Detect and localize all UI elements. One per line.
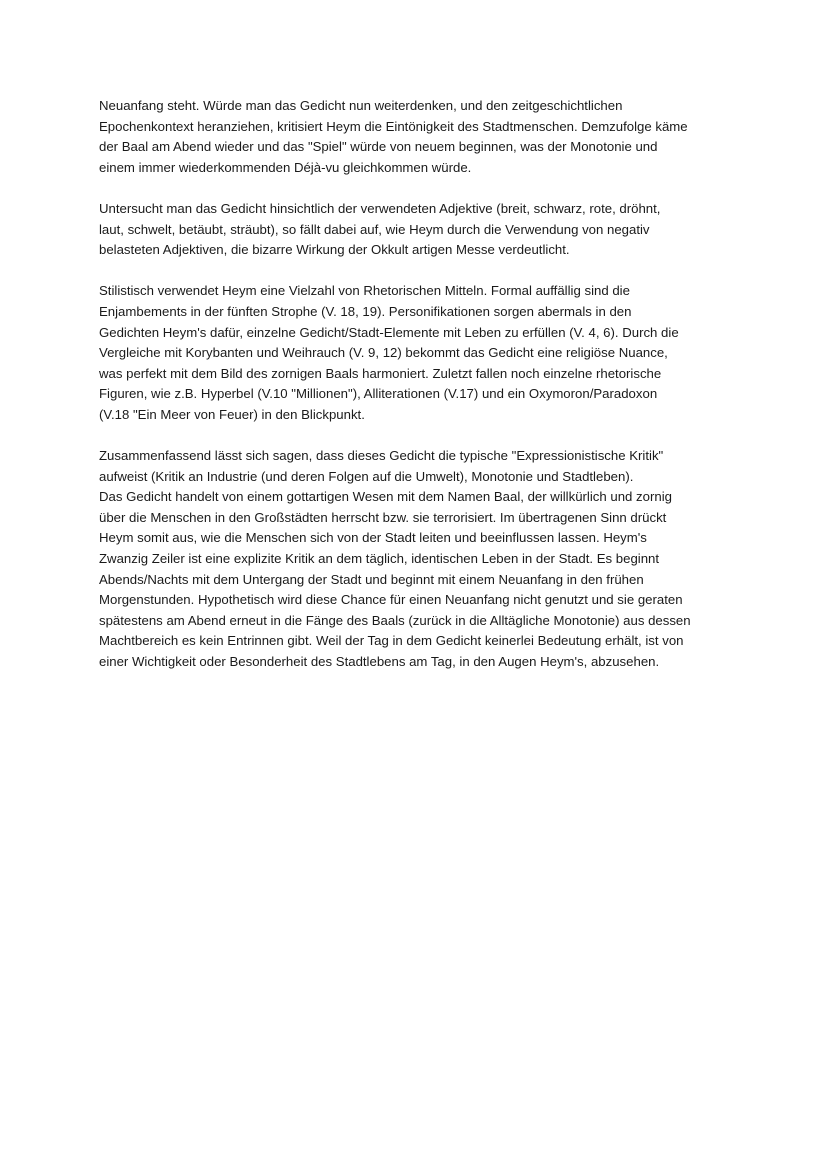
text-line: Morgenstunden. Hypothetisch wird diese Chance für einen Neuanfang nicht genutzt und sie geraten [99,592,683,608]
text-line: einer Wichtigkeit oder Besonderheit des Stadtlebens am Tag, in den Augen Heym's, abzusehen. [99,654,660,670]
text-line: laut, schwelt, betäubt, sträubt), so fällt dabei auf, wie Heym durch die Verwendung von negativ [99,221,650,237]
text-line: belasteten Adjektiven, die bizarre Wirkung der Okkult artigen Messe verdeutlicht. [99,242,570,258]
text-line: Das Gedicht handelt von einem gottartigen Wesen mit dem Namen Baal, der willkürlich und zornig [99,489,672,505]
text-line: der Baal am Abend wieder und das "Spiel" würde von neuem beginnen, was der Monotonie und [99,139,658,155]
paragraph-summary [99,446,739,673]
text-line: spätestens am Abend erneut in die Fänge des Baals (zurück in die Alltägliche Monotonie) aus dessen [99,612,691,628]
text-line: aufweist (Kritik an Industrie (und deren Folgen auf die Umwelt), Monotonie und Stadtleben). [99,468,634,484]
text-line: Figuren, wie z.B. Hyperbel (V.10 "Millionen"), Alliterationen (V.17) und ein Oxymoron/Paradoxon [99,386,658,402]
paragraph-rhetoric [99,281,739,425]
paragraph-conclusion-continuation [99,96,739,178]
text-line: Machtbereich es kein Entrinnen gibt. Weil der Tag in dem Gedicht keinerlei Bedeutung erhält, ist von [99,633,684,649]
text-line: Epochenkontext heranziehen, kritisiert Heym die Eintönigkeit des Stadtmenschen. Demzufolge käme [99,118,688,134]
text-line: Stilistisch verwendet Heym eine Vielzahl von Rhetorischen Mitteln. Formal auffällig sind die [99,283,630,299]
text-line: Vergleiche mit Korybanten und Weihrauch (V. 9, 12) bekommt das Gedicht eine religiöse Nuance, [99,345,668,361]
text-line: (V.18 "Ein Meer von Feuer) in den Blickpunkt. [99,406,365,422]
text-line: über die Menschen in den Großstädten herrscht bzw. sie terrorisiert. Im übertragenen Sinn drückt [99,509,667,525]
paragraph-adjectives [99,199,739,261]
text-line: Zwanzig Zeiler ist eine explizite Kritik an dem täglich, identischen Leben in der Stadt. Es beginnt [99,551,660,567]
text-line: was perfekt mit dem Bild des zornigen Baals harmoniert. Zuletzt fallen noch einzelne rhetorische [99,365,662,381]
text-line: Zusammenfassend lässt sich sagen, dass dieses Gedicht die typische "Expressionistische Kritik" [99,448,664,464]
text-line: Untersucht man das Gedicht hinsichtlich der verwendeten Adjektive (breit, schwarz, rote, dröhnt, [99,200,661,216]
text-line: Enjambements in der fünften Strophe (V. 18, 19). Personifikationen sorgen abermals in den [99,303,632,319]
text-line: Abends/Nachts mit dem Untergang der Stadt und beginnt mit einem Neuanfang in den frühen [99,571,644,587]
text-line: Gedichten Heym's dafür, einzelne Gedicht/Stadt-Elemente mit Leben zu erfüllen (V. 4, 6). Durch die [99,324,679,340]
text-line: einem immer wiederkommenden Déjà-vu gleichkommen würde. [99,159,472,175]
document-body [99,96,739,673]
text-line: Neuanfang steht. Würde man das Gedicht nun weiterdenken, und den zeitgeschichtlichen [99,98,623,113]
text-line: Heym somit aus, wie die Menschen sich von der Stadt leiten und beeinflussen lassen. Heym's [99,530,647,546]
